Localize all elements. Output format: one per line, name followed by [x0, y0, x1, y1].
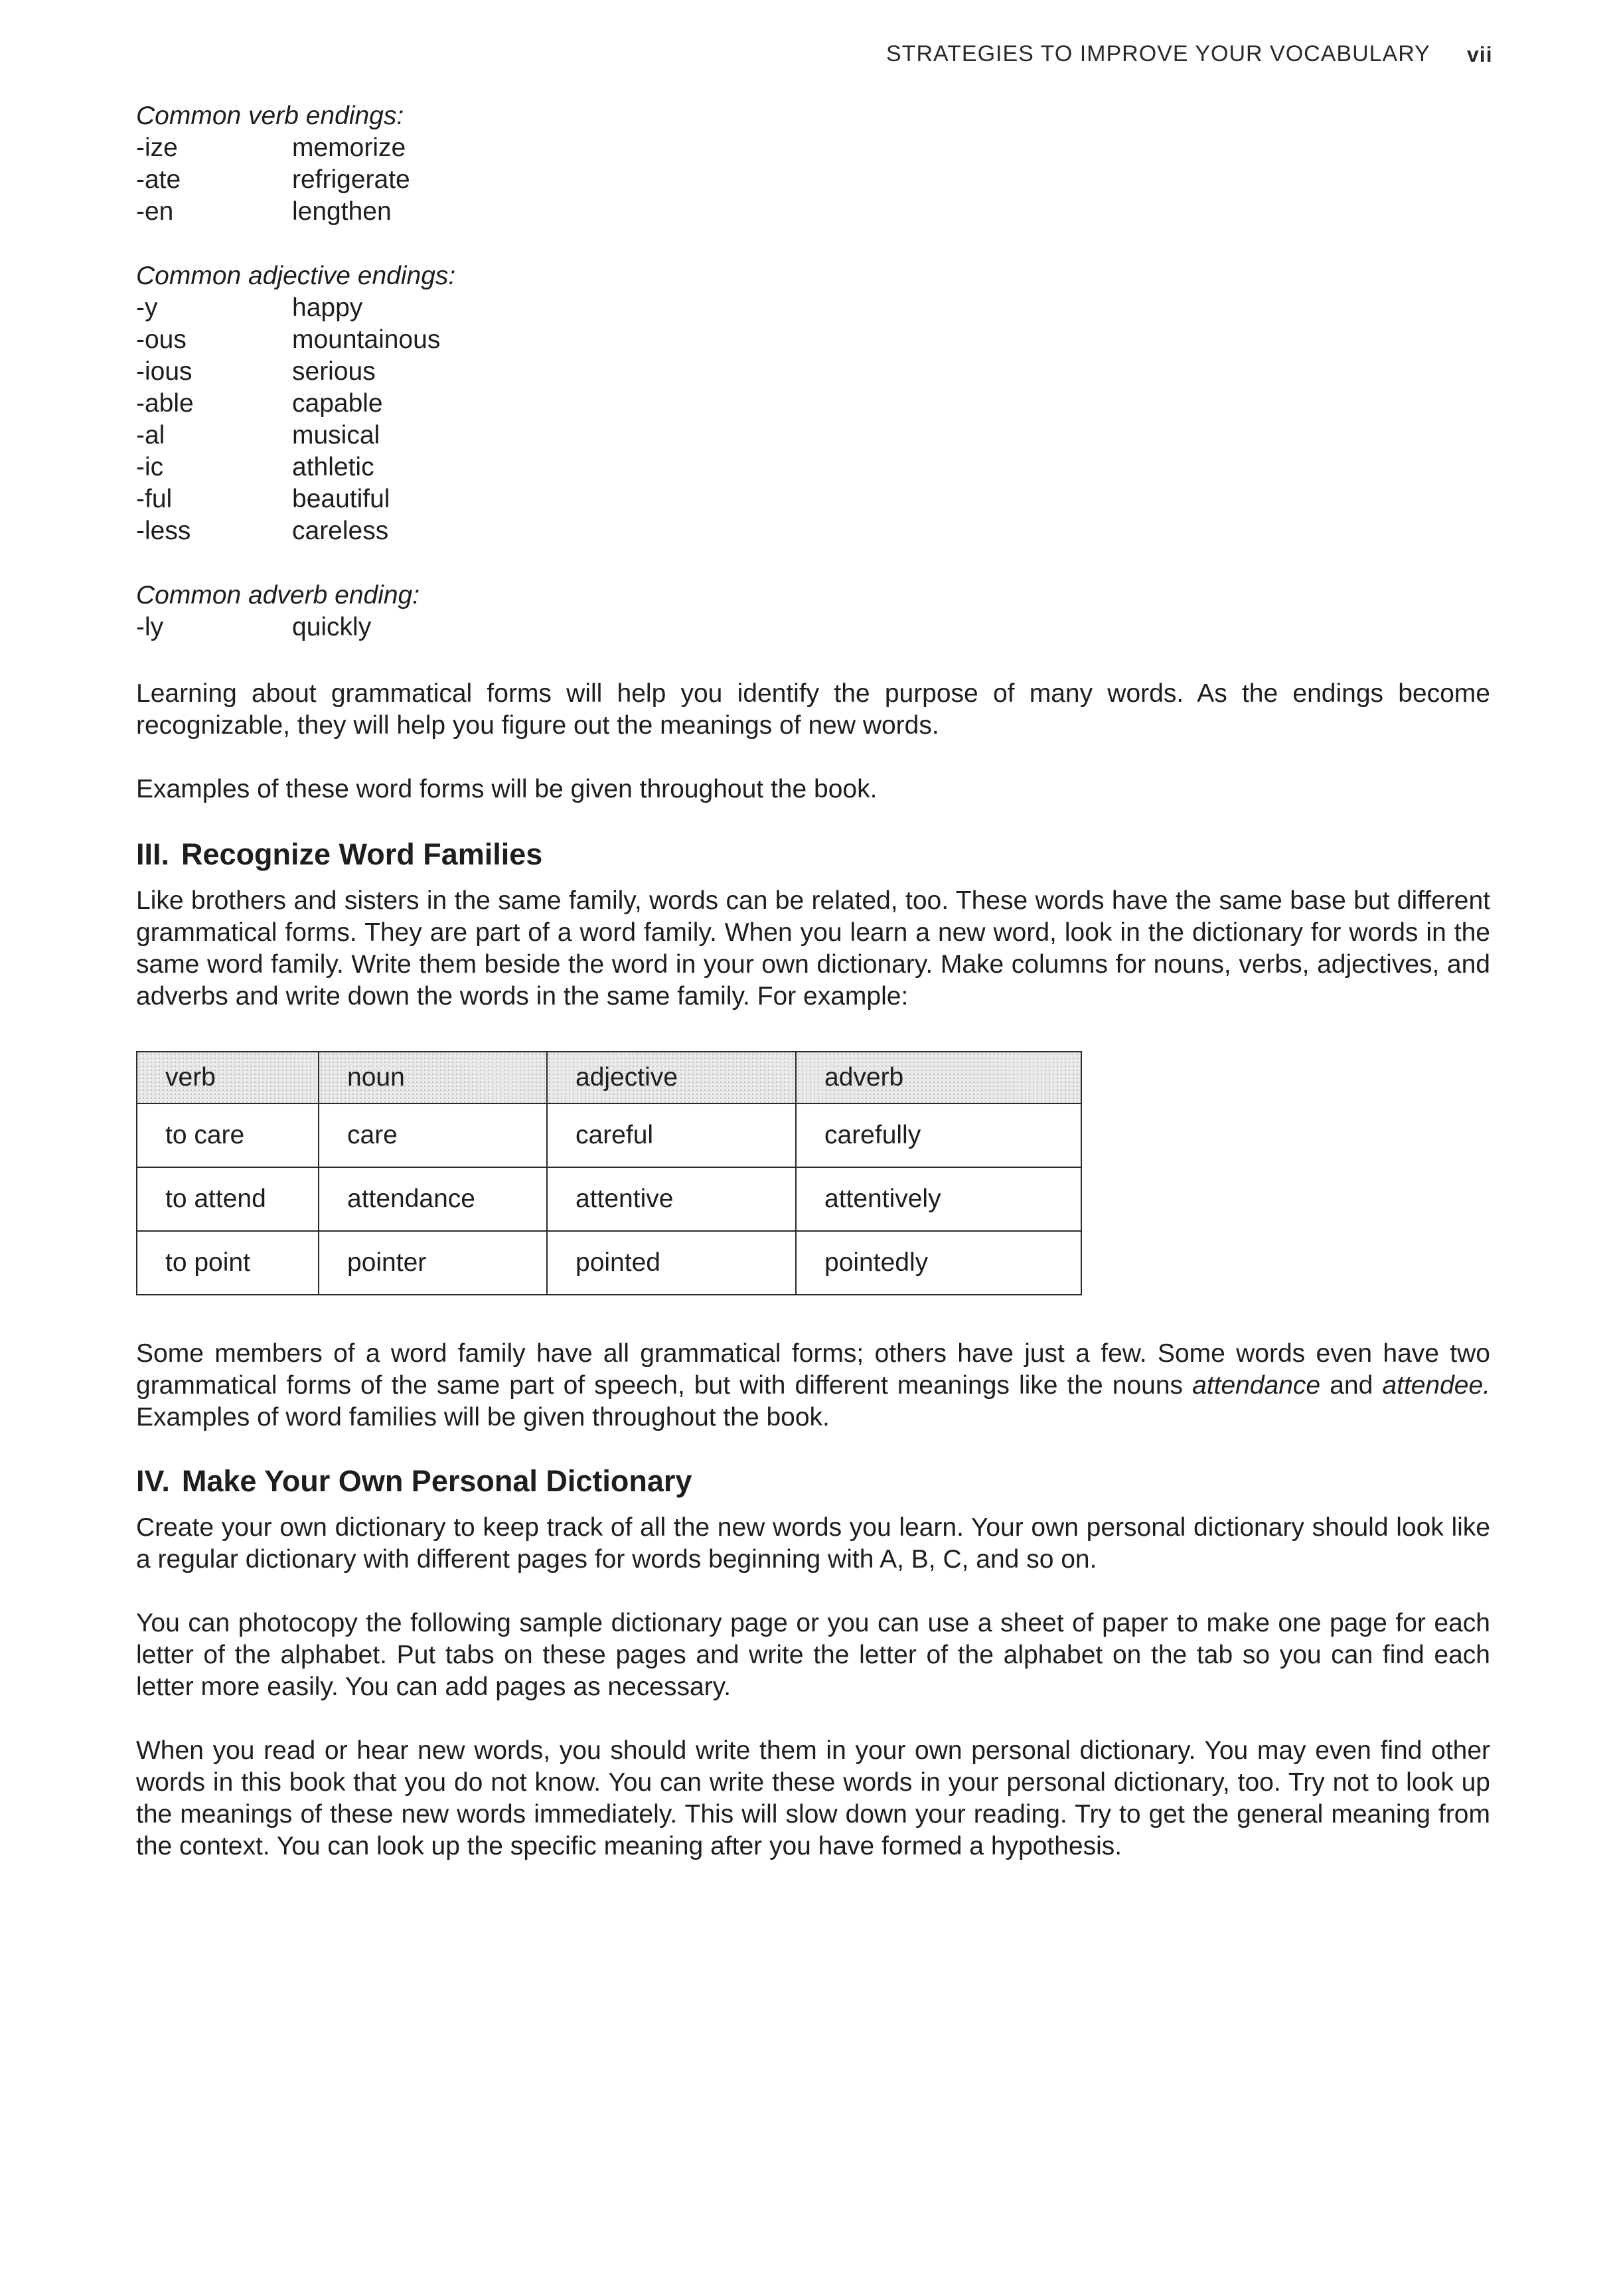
- table-cell: pointed: [547, 1231, 796, 1295]
- suffix: -en: [136, 197, 174, 226]
- section-number: III.: [136, 837, 170, 871]
- list-item: [136, 164, 1490, 196]
- section-heading-word-families: [136, 836, 1490, 873]
- text-run: Some members of a word family have all grammatical forms; others have just a few. Some words even have two grammatical forms of the same part of speech, but with different meanings like the nouns: [136, 1339, 1490, 1400]
- suffix: -ly: [136, 613, 164, 641]
- example-word: refrigerate: [292, 165, 410, 194]
- examples-paragraph: Examples of these word forms will be given throughout the book.: [136, 775, 878, 803]
- list-item: [136, 132, 1490, 164]
- example-word: lengthen: [292, 197, 392, 226]
- term-attendee: attendee.: [1382, 1371, 1490, 1400]
- list-item: [136, 612, 1490, 643]
- adverb-endings-list: [136, 612, 1490, 643]
- list-item: [136, 483, 1490, 515]
- example-word: musical: [292, 421, 380, 450]
- section-heading-personal-dictionary: [136, 1463, 1490, 1500]
- table-cell: to care: [137, 1104, 319, 1167]
- table-row: [137, 1104, 1081, 1167]
- word-family-note-paragraph: [136, 1338, 1490, 1434]
- table-cell: careful: [547, 1104, 796, 1167]
- list-item: [136, 420, 1490, 451]
- column-header-noun: noun: [319, 1052, 547, 1104]
- table-cell: carefully: [796, 1104, 1081, 1167]
- suffix: -y: [136, 293, 158, 322]
- suffix: -ous: [136, 325, 187, 354]
- adjective-endings-heading: Common adjective endings:: [136, 262, 456, 290]
- suffix: -able: [136, 389, 194, 418]
- section-title: Recognize Word Families: [181, 837, 543, 871]
- list-item: [136, 451, 1490, 483]
- verb-endings-heading: Common verb endings:: [136, 102, 404, 130]
- text-run: Examples of word families will be given throughout the book.: [136, 1403, 830, 1432]
- example-word: quickly: [292, 613, 372, 641]
- adverb-endings-heading: Common adverb ending:: [136, 581, 420, 610]
- example-word: happy: [292, 293, 363, 322]
- example-word: mountainous: [292, 325, 441, 354]
- table-cell: care: [319, 1104, 547, 1167]
- page-number: vii: [1467, 42, 1493, 66]
- term-attendance: attendance: [1192, 1371, 1321, 1400]
- personal-dictionary-paragraph-3: When you read or hear new words, you should write them in your own personal dictionary. You may even find other words in this book that you do not know. You can write these words in your personal dictionary, too. Try not to look up the meanings of these new words immediately. This will slow down your reading. Try to get the general meaning from the context. You can look up the specific meaning after you have formed a hypothesis.: [136, 1736, 1490, 1860]
- suffix: -ize: [136, 133, 178, 162]
- table-cell: attentively: [796, 1167, 1081, 1231]
- column-header-adjective: adjective: [547, 1052, 796, 1104]
- running-head-title: STRATEGIES TO IMPROVE YOUR VOCABULARY: [886, 41, 1430, 66]
- suffix: -ful: [136, 485, 173, 513]
- example-word: athletic: [292, 453, 374, 481]
- list-item: [136, 196, 1490, 228]
- grammatical-forms-paragraph: Learning about grammatical forms will help you identify the purpose of many words. As the endings become recognizable, they will help you figure out the meanings of new words.: [136, 679, 1490, 740]
- personal-dictionary-paragraph-1: Create your own dictionary to keep track of all the new words you learn. Your own personal dictionary should look like a regular dictionary with different pages for words beginning with A, B, C, and so on.: [136, 1513, 1490, 1574]
- table-row: [137, 1167, 1081, 1231]
- table-cell: to point: [137, 1231, 319, 1295]
- table-row: [137, 1231, 1081, 1295]
- section-title: Make Your Own Personal Dictionary: [181, 1464, 692, 1498]
- example-word: serious: [292, 357, 376, 386]
- verb-endings-list: [136, 132, 1490, 228]
- table-cell: attentive: [547, 1167, 796, 1231]
- table-cell: pointedly: [796, 1231, 1081, 1295]
- suffix: -al: [136, 421, 165, 450]
- list-item: [136, 324, 1490, 356]
- table-cell: pointer: [319, 1231, 547, 1295]
- table-cell: attendance: [319, 1167, 547, 1231]
- column-header-verb: verb: [137, 1052, 319, 1104]
- running-head: [886, 41, 1497, 67]
- list-item: [136, 515, 1490, 547]
- list-item: [136, 388, 1490, 420]
- table-cell: to attend: [137, 1167, 319, 1231]
- column-header-adverb: adverb: [796, 1052, 1081, 1104]
- table-header-row: [137, 1052, 1081, 1104]
- example-word: memorize: [292, 133, 406, 162]
- section-number: IV.: [136, 1464, 170, 1498]
- word-family-table: [136, 1051, 1082, 1295]
- personal-dictionary-paragraph-2: You can photocopy the following sample dictionary page or you can use a sheet of paper to make one page for each letter of the alphabet. Put tabs on these pages and write the letter of the alphabet on the tab so you can find each letter more easily. You can add pages as necessary.: [136, 1609, 1490, 1701]
- example-word: careless: [292, 517, 389, 545]
- page-content: [136, 100, 1490, 1862]
- list-item: [136, 356, 1490, 388]
- suffix: -ate: [136, 165, 181, 194]
- word-families-intro: Like brothers and sisters in the same family, words can be related, too. These words have the same base but different grammatical forms. They are part of a word family. When you learn a new word, look in the dictionary for words in the same word family. Write them beside the word in your own dictionary. Make columns for nouns, verbs, adjectives, and adverbs and write down the words in the same family. For example:: [136, 886, 1490, 1011]
- list-item: [136, 292, 1490, 324]
- adjective-endings-list: [136, 292, 1490, 547]
- example-word: capable: [292, 389, 383, 418]
- example-word: beautiful: [292, 485, 390, 513]
- suffix: -ious: [136, 357, 192, 386]
- suffix: -ic: [136, 453, 164, 481]
- suffix: -less: [136, 517, 191, 545]
- text-run: and: [1320, 1371, 1383, 1400]
